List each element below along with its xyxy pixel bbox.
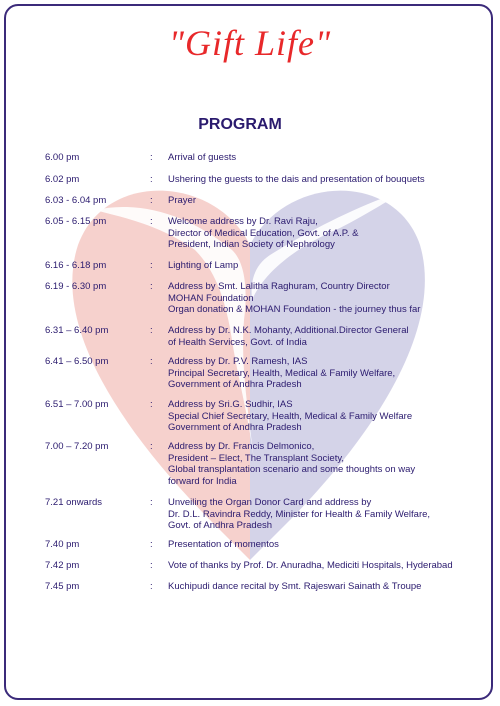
event-title: "Gift Life"	[168, 23, 332, 63]
program-description: Address by Dr. P.V. Ramesh, IAS Principal Secretary, Health, Medical & Family Welfare, Government of Andhra Pradesh	[168, 356, 396, 390]
program-separator: :	[150, 441, 153, 452]
program-description: Unveiling the Organ Donor Card and address by Dr. D.L. Ravindra Reddy, Minister for Health & Family Welfare, Govt. of Andhra Pradesh	[168, 497, 431, 531]
program-separator: :	[150, 581, 153, 592]
program-separator: :	[150, 539, 153, 550]
program-separator: :	[150, 195, 153, 206]
program-time: 7.42 pm	[45, 560, 80, 571]
program-time: 6.03 - 6.04 pm	[45, 195, 107, 206]
program-description: Welcome address by Dr. Ravi Raju, Director of Medical Education, Govt. of A.P. & President, Indian Society of Nephrology	[168, 216, 359, 250]
program-separator: :	[150, 325, 153, 336]
program-description: Address by Dr. Francis Delmonico, President – Elect, The Transplant Society, Global transplantation scenario and some thoughts on way forward for India	[168, 441, 416, 487]
program-time: 7.40 pm	[45, 539, 80, 550]
program-separator: :	[150, 560, 153, 571]
program-description: Kuchipudi dance recital by Smt. Rajeswari Sainath & Troupe	[168, 581, 422, 592]
program-description: Address by Sri.G. Sudhir, IAS Special Chief Secretary, Health, Medical & Family Welfare Government of Andhra Pradesh	[168, 399, 413, 433]
program-description: Vote of thanks by Prof. Dr. Anuradha, Mediciti Hospitals, Hyderabad	[168, 560, 453, 571]
program-time: 7.00 – 7.20 pm	[45, 441, 109, 452]
program-time: 6.16 - 6.18 pm	[45, 260, 107, 271]
program-time: 6.19 - 6.30 pm	[45, 281, 107, 292]
program-time: 7.45 pm	[45, 581, 80, 592]
program-separator: :	[150, 260, 153, 271]
program-description: Ushering the guests to the dais and presentation of bouquets	[168, 174, 425, 185]
program-time: 7.21 onwards	[45, 497, 103, 508]
program-separator: :	[150, 399, 153, 410]
program-separator: :	[150, 152, 153, 163]
program-time: 6.51 – 7.00 pm	[45, 399, 109, 410]
program-description: Arrival of guests	[168, 152, 237, 163]
program-description: Lighting of Lamp	[168, 260, 239, 271]
program-heading: PROGRAM	[198, 116, 282, 133]
program-time: 6.31 – 6.40 pm	[45, 325, 109, 336]
program-separator: :	[150, 356, 153, 367]
program-separator: :	[150, 281, 153, 292]
program-description: Address by Smt. Lalitha Raghuram, Country Director MOHAN Foundation Organ donation & MOHAN Foundation - the journey thus far	[168, 281, 421, 315]
program-separator: :	[150, 497, 153, 508]
program-separator: :	[150, 216, 153, 227]
program-time: 6.02 pm	[45, 174, 80, 185]
program-time: 6.00 pm	[45, 152, 80, 163]
program-description: Prayer	[168, 195, 196, 206]
program-separator: :	[150, 174, 153, 185]
program-description: Presentation of momentos	[168, 539, 279, 550]
program-time: 6.41 – 6.50 pm	[45, 356, 109, 367]
program-description: Address by Dr. N.K. Mohanty, Additional.Director General of Health Services, Govt. of India	[168, 325, 409, 348]
program-time: 6.05 - 6.15 pm	[45, 216, 107, 227]
